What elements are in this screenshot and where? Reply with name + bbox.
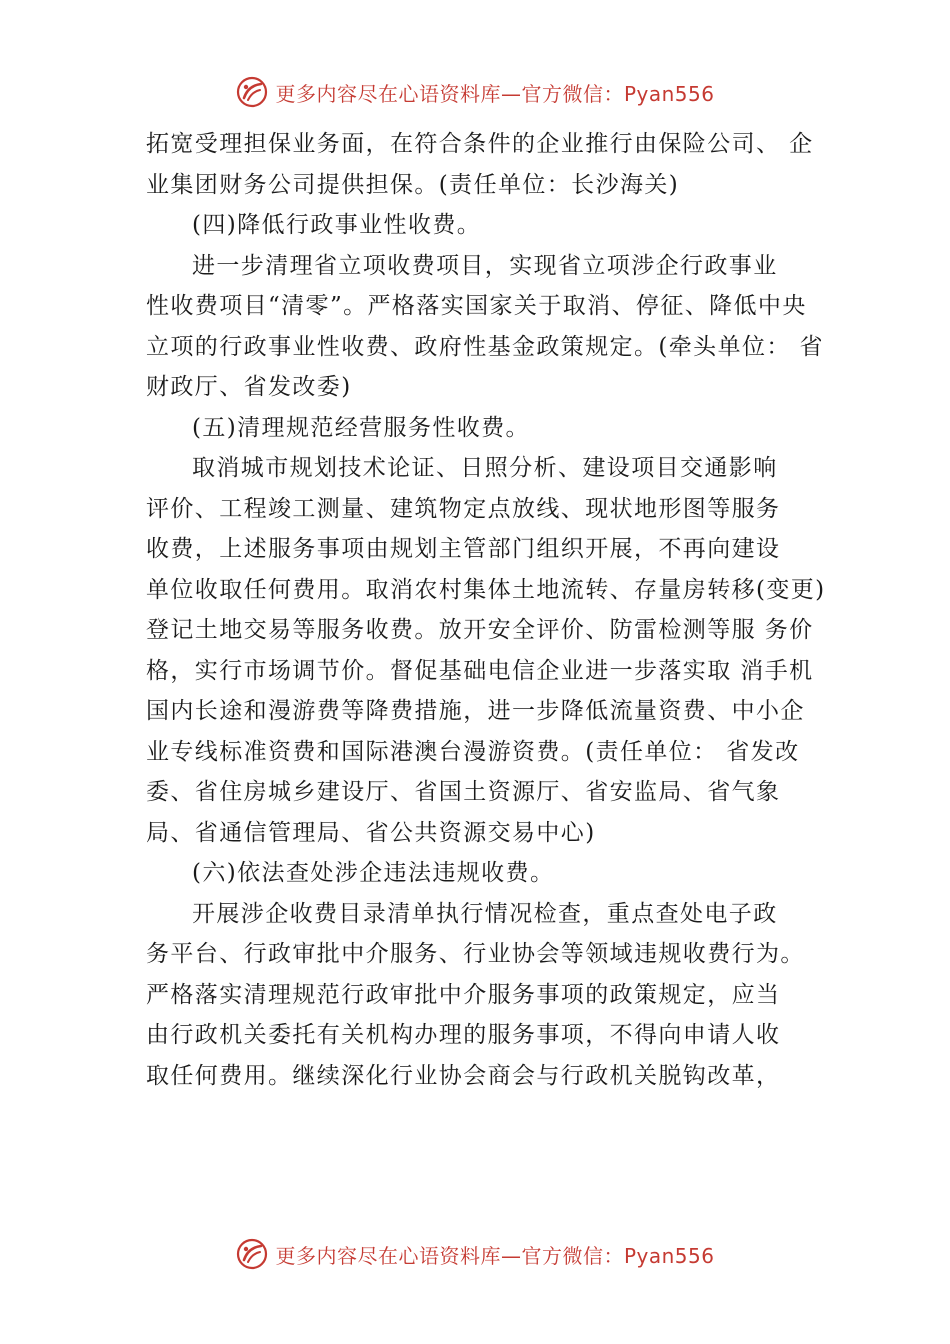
body-line: 业集团财务公司提供担保。(责任单位：长沙海关) [146, 171, 680, 198]
body-line: 开展涉企收费目录清单执行情况检查，重点查处电子政 [192, 900, 778, 927]
body-line: 局、省通信管理局、省公共资源交易中心) [146, 819, 596, 846]
header-banner-text: 更多内容尽在心语资料库—官方微信：Pyan556 [275, 81, 715, 106]
body-line: 财政厅、省发改委) [146, 374, 352, 400]
section-heading-6: (六)依法查处涉企违法违规收费。 [192, 860, 555, 886]
body-line: 严格落实清理规范行政审批中介服务事项的政策规定，应当 [146, 981, 781, 1008]
body-line: 登记土地交易等服务收费。放开安全评价、防雷检测等服 务价 [146, 617, 814, 643]
brand-logo-icon [235, 75, 269, 109]
body-line: 委、省住房城乡建设厅、省国土资源厅、省安监局、省气象 [146, 779, 781, 805]
body-line: 进一步清理省立项收费项目，实现省立项涉企行政事业 [192, 252, 778, 279]
body-line: 取任何费用。继续深化行业协会商会与行政机关脱钩改革， [146, 1062, 781, 1089]
brand-logo-icon [235, 1237, 269, 1271]
body-line: 性收费项目“清零”。严格落实国家关于取消、停征、降低中央 [146, 293, 807, 319]
body-line: 拓宽受理担保业务面，在符合条件的企业推行由保险公司、 企 [146, 131, 814, 157]
body-line: 务平台、行政审批中介服务、行业协会等领域违规收费行为。 [146, 941, 805, 967]
body-line: 收费，上述服务事项由规划主管部门组织开展，不再向建设 [146, 536, 781, 562]
body-line: 立项的行政事业性收费、政府性基金政策规定。(牵头单位： 省 [146, 333, 824, 360]
header-banner [0, 72, 950, 112]
body-line: 取消城市规划技术论证、日照分析、建设项目交通影响 [192, 455, 778, 481]
body-line: 格，实行市场调节价。督促基础电信企业进一步落实取 消手机 [146, 657, 814, 684]
body-line: 业专线标准资费和国际港澳台漫游资费。(责任单位： 省发改 [146, 738, 800, 765]
body-line: 国内长途和漫游费等降费措施，进一步降低流量资费、中小企 [146, 698, 805, 724]
document-body [146, 124, 836, 1096]
section-heading-4: (四)降低行政事业性收费。 [192, 212, 482, 238]
section-heading-5: (五)清理规范经营服务性收费。 [192, 414, 530, 441]
body-line: 由行政机关委托有关机构办理的服务事项，不得向申请人收 [146, 1022, 781, 1048]
body-line: 单位收取任何费用。取消农村集体土地流转、存量房转移(变更) [146, 576, 826, 603]
footer-banner-text: 更多内容尽在心语资料库—官方微信：Pyan556 [275, 1243, 715, 1268]
footer-banner [0, 1234, 950, 1274]
body-line: 评价、工程竣工测量、建筑物定点放线、现状地形图等服务 [146, 495, 781, 522]
